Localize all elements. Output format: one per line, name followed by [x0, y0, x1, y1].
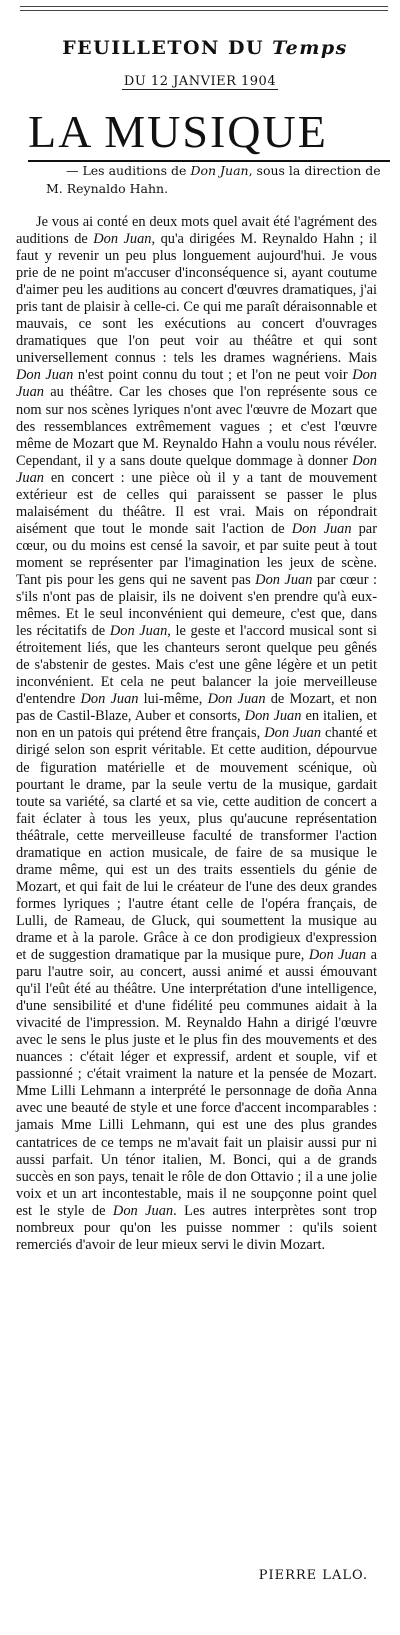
article-body: [16, 214, 377, 1254]
article-subtitle: — Les auditions de Don Juan, sous la direction de M. Reynaldo Hahn.: [46, 163, 381, 196]
subtitle-work: Don Juan: [190, 163, 249, 178]
article-title: LA MUSIQUE: [28, 104, 390, 162]
journal-name: Temps: [272, 37, 348, 59]
top-rule: [20, 6, 388, 11]
article-paragraph: Je vous ai conté en deux mots quel avait été l'agrément des auditions de Don Juan, qu'a dirigées M. Reynaldo Hahn ; il faut y revenir un peu plus longuement aujourd'hui. Je vous prie de ne point m'accuser d'inconséquence si, ayant coutume d'aimer peu les auditions au concert d'œuvres dramatiques, j'ai pris tant de plaisir à celle-ci. Ce qui me paraît déraisonnable et mauvais, ce sont les exécutions au concert d'ouvrages dramatiques que l'on peut voir au théâtre et qui sont universellement connus : tels les drames wagnériens. Mais Don Juan n'est point connu du tout ; et l'on ne peut voir Don Juan au théâtre. Car les choses que l'on représente sous ce nom sur nos scènes lyriques n'ont avec l'œuvre de Mozart que des ressemblances extrêmement vagues ; et c'est l'œuvre même de Mozart que M. Reynaldo Hahn a voulu nous révéler. Cependant, il y a sans doute quelque dommage à donner Don Juan en concert : une pièce où il y a tant de mouvement extérieur est de celles qui paraissent se passer le plus malaisément du théâtre. Il est vrai. Mais on répondrait aisément que tout le monde sait l'action de Don Juan par cœur, ou du moins est censé la savoir, et par suite peut à tout moment se représenter par l'imagination les jeux de scène. Tant pis pour les gens qui ne savent pas Don Juan par cœur : s'ils n'ont pas de plaisir, ils ne doivent s'en prendre qu'à eux-mêmes. Et le seul inconvénient qui demeure, c'est que, dans les récitatifs de Don Juan, le geste et l'accord musical sont si étroitement liés, que les chanteurs seront quelque peu gênés de s'abstenir de gestes. Mais c'est une gêne légère et un petit inconvénient. Et cela ne peut balancer la joie merveilleuse d'entendre Don Juan lui-même, Don Juan de Mozart, et non pas de Castil-Blaze, Auber et consorts, Don Juan en italien, et non en un patois qui prétend être français, Don Juan chanté et dirigé selon son esprit véritable. Et cette audition, dépourvue de figuration matérielle et de mouvement scénique, où pourtant le drame, par la seule vertu de la musique, gardait toute sa variété, sa clarté et sa vie, cette audition de concert a fait éclater à tous les yeux, plus qu'aucune représentation théâtrale, cette merveilleuse faculté de transformer l'action dramatique en action musicale, de faire de sa musique le drame même, qui est un des traits essentiels du génie de Mozart, et qui fait de lui le créateur de l'une des deux grandes formes lyriques ; l'autre étant celle de l'opéra français, de Lulli, de Rameau, de Gluck, qui soumettent la musique au drame et à la parole. Grâce à ce don prodigieux d'expression et de suggestion dramatique par la musique pure, Don Juan a paru l'autre soir, au concert, aussi animé et aussi émouvant qu'il l'eût été au théâtre. Une interprétation d'une intelligence, d'une sensibilité et d'une fidélité peu communes aidait à la vivacité de l'impression. M. Reynaldo Hahn a dirigé l'œuvre avec le sens le plus juste et le plus fin des mouvements et des nuances : c'était léger et expressif, ardent et souple, vif et passionné ; c'était vraiment la nature et la pensée de Mozart. Mme Lilli Lehmann a interprété le personnage de doña Anna avec une beauté de style et une force d'accent incomparables : jamais Mme Lilli Lehmann, qui est une des plus grandes cantatrices de ce temps ne m'avait fait un plaisir aussi pur ni aussi parfait. Un ténor italien, M. Bonci, qui a de grands succès en son pays, tenait le rôle de don Ottavio ; il a une jolie voix et un art incontestable, mais il ne soupçonne point quel est le style de Don Juan. Les autres interprètes sont trop nombreux pour qu'on les puisse nommer : qu'ils soient remerciés d'avoir de leur mieux servi le divin Mozart.: [16, 214, 378, 1253]
author-signature: PIERRE LALO.: [258, 1568, 368, 1583]
issue-date: [0, 74, 400, 89]
subtitle-pre: Les auditions de: [82, 163, 191, 178]
feuilleton-masthead: [30, 36, 380, 60]
issue-date-text: DU 12 JANVIER 1904: [123, 74, 277, 89]
feuilleton-label: FEUILLETON DU: [62, 37, 265, 59]
subtitle-post: , sous la direction de M. Reynaldo Hahn.: [46, 163, 381, 196]
